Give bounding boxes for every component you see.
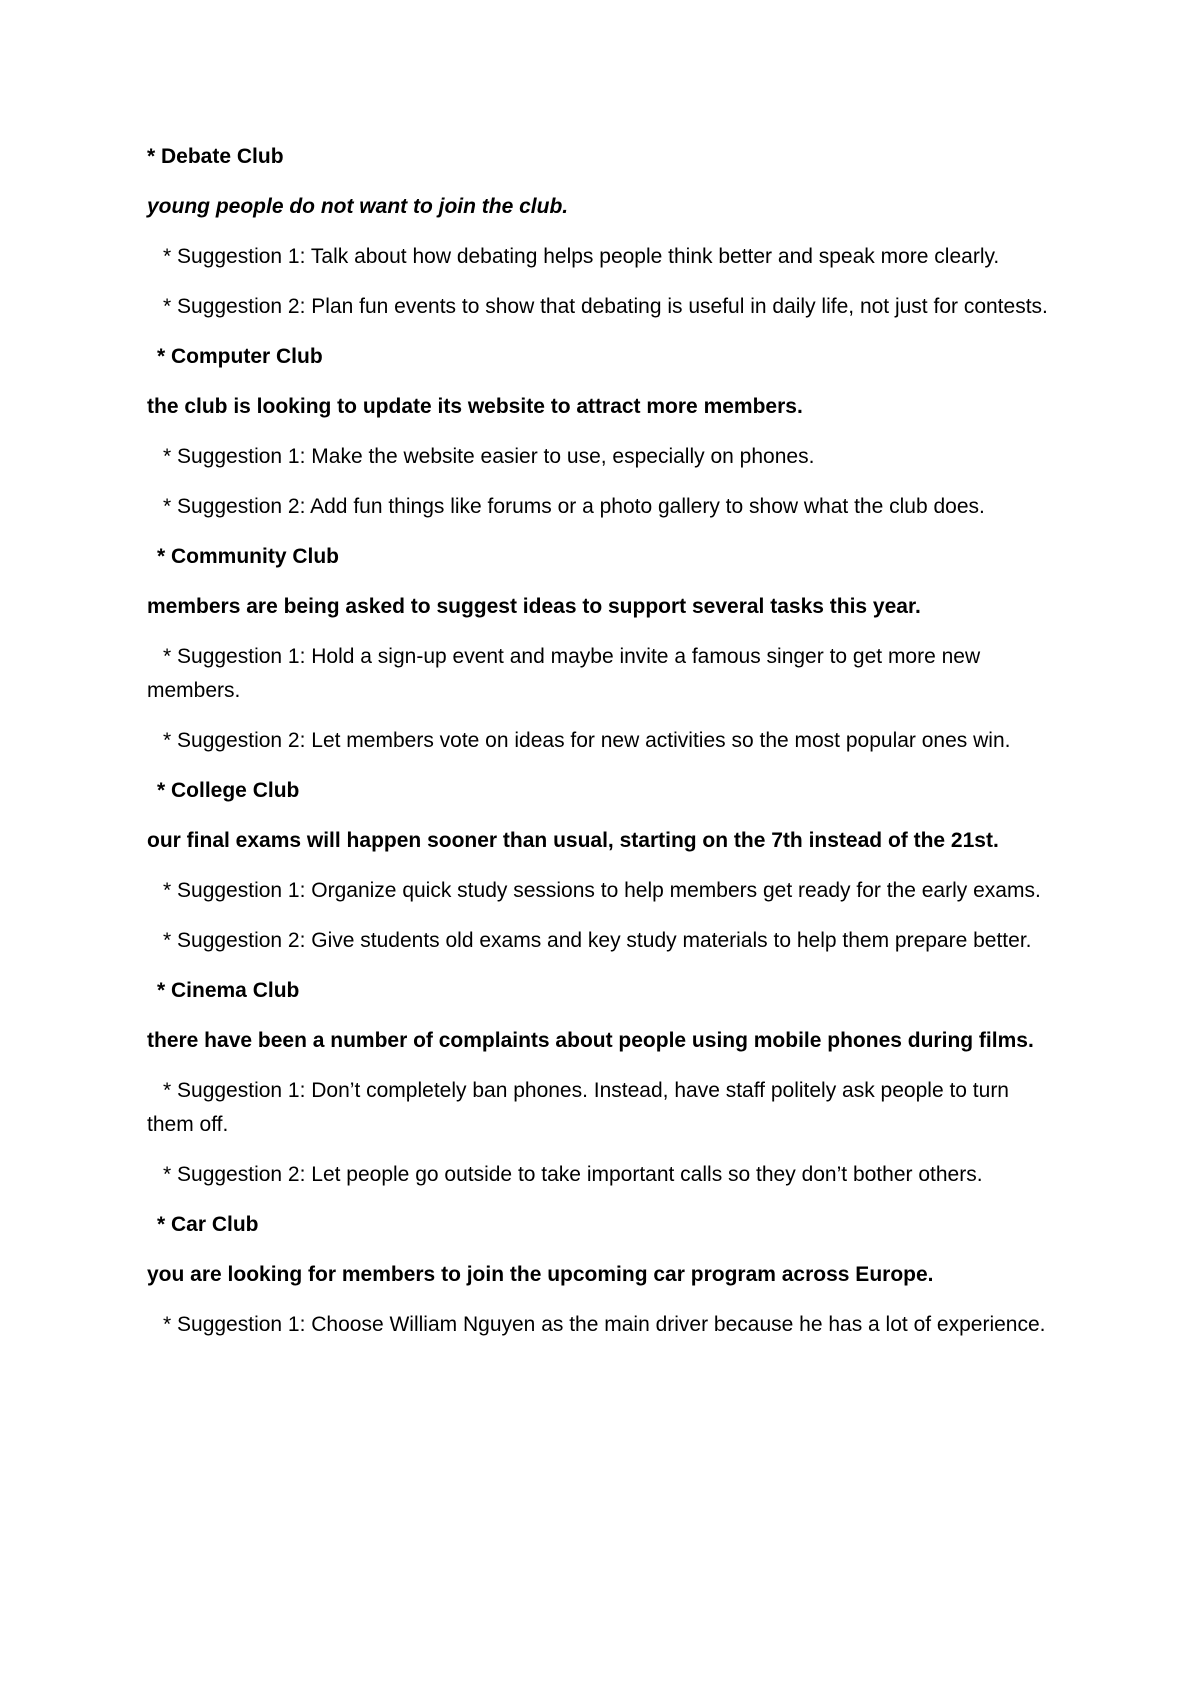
club-heading-car: * Car Club [157,1213,259,1236]
suggestion-community-2: * Suggestion 2: Let members vote on ideas for new activities so the most popular ones win. [163,729,1011,752]
suggestion-debate-1: * Suggestion 1: Talk about how debating helps people think better and speak more clearly. [163,245,1000,268]
club-heading-debate: * Debate Club [147,145,284,168]
suggestion-cinema-1: * Suggestion 1: Don’t completely ban phones. Instead, have staff politely ask people to turn them off. [147,1079,1009,1136]
club-heading-community: * Community Club [157,545,339,568]
suggestion-community-1: * Suggestion 1: Hold a sign-up event and maybe invite a famous singer to get more new members. [147,645,981,702]
club-heading-computer: * Computer Club [157,345,323,368]
club-topic-car: you are looking for members to join the upcoming car program across Europe. [147,1263,934,1286]
club-topic-cinema: there have been a number of complaints about people using mobile phones during films. [147,1029,1034,1052]
club-heading-cinema: * Cinema Club [157,979,300,1002]
suggestion-cinema-2: * Suggestion 2: Let people go outside to take important calls so they don’t bother others. [163,1163,983,1186]
suggestion-debate-2: * Suggestion 2: Plan fun events to show that debating is useful in daily life, not just for contests. [163,295,1048,318]
document-page [147,140,1057,1358]
club-topic-community: members are being asked to suggest ideas to support several tasks this year. [147,595,921,618]
suggestion-computer-2: * Suggestion 2: Add fun things like forums or a photo gallery to show what the club does. [163,495,985,518]
club-topic-college: our final exams will happen sooner than usual, starting on the 7th instead of the 21st. [147,829,999,852]
suggestion-college-2: * Suggestion 2: Give students old exams and key study materials to help them prepare better. [163,929,1032,952]
suggestion-college-1: * Suggestion 1: Organize quick study sessions to help members get ready for the early exams. [163,879,1041,902]
club-heading-college: * College Club [157,779,300,802]
suggestion-computer-1: * Suggestion 1: Make the website easier to use, especially on phones. [163,445,815,468]
suggestion-car-1: * Suggestion 1: Choose William Nguyen as the main driver because he has a lot of experience. [163,1313,1046,1336]
club-topic-debate: young people do not want to join the club. [147,195,569,218]
club-topic-computer: the club is looking to update its website to attract more members. [147,395,803,418]
